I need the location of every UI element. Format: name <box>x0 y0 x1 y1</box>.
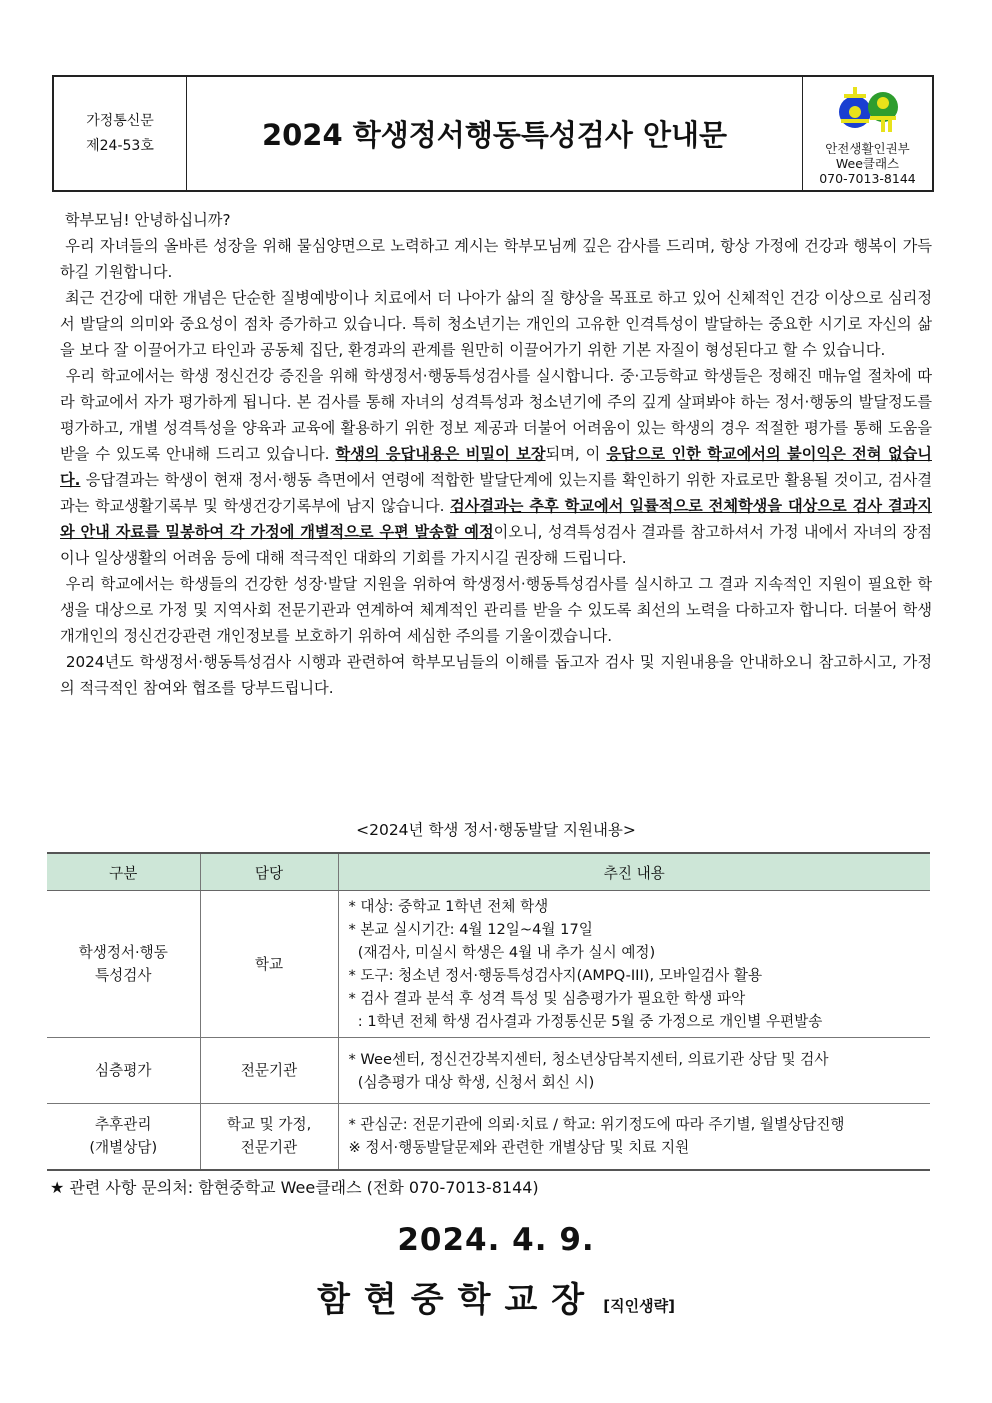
wee-class-label: Wee클래스 <box>835 156 900 171</box>
issue-date: 2024. 4. 9. <box>397 1222 595 1258</box>
paragraph-3-text-d: 이오니, 성격특성검사 결과를 참고하셔서 가정 내에서 자녀의 장점이나 일상생활의 어려움 등에 대해 적극적인 대화의 기회를 가지시길 권장해 드립니다. <box>60 523 932 567</box>
notice-number-cell <box>54 77 187 190</box>
department-cell <box>802 77 932 190</box>
paragraph-3 <box>60 363 932 571</box>
content-line: * 도구: 청소년 정서·행동특성검사지(AMPQ-III), 모바일검사 활용 <box>348 967 763 984</box>
content-line: * 검사 결과 분석 후 성격 특성 및 심층평가가 필요한 학생 파악 <box>348 990 746 1007</box>
no-disadvantage-notice: 응답으로 인한 학교에서의 불이익은 전혀 없습니다. <box>60 445 932 489</box>
paragraph-3-text-b: 되며, 이 <box>545 445 607 463</box>
paragraph-1 <box>60 233 932 285</box>
paragraph-4-text: 우리 학교에서는 학생들의 건강한 성장·발달 지원을 위하여 학생정서·행동특성검사를 실시하고 그 결과 지속적인 지원이 필요한 학생을 대상으로 가정 및 지역사회 전문기관과 연계하여 체계적인 관리를 받을 수 있도록 최선의 노력을 다하고자 합니다. 더불어 학생 개개인의 정신건강관련 개인정보를 보호하기 위하여 세심한 주의를 기울이겠습니다. <box>60 575 933 645</box>
header-box <box>52 75 934 192</box>
table-caption: <2024년 학생 정서·행동발달 지원내용> <box>356 821 636 839</box>
paragraph-5-text: 2024년도 학생정서·행동특성검사 시행과 관련하여 학부모님들의 이해를 돕고자 검사 및 지원내용을 안내하오니 참고하시고, 가정의 적극적인 참여와 협조를 당부드립니다. <box>60 653 933 697</box>
column-header-owner: 담당 <box>200 853 338 891</box>
category-line: (개별상담) <box>89 1139 158 1157</box>
table-header-row <box>47 853 930 891</box>
owner-cell <box>200 1104 338 1170</box>
table-row <box>47 1104 930 1170</box>
category-line: 학생정서·행동 <box>78 944 168 961</box>
principal-title: 함현중학교장 <box>317 1280 599 1320</box>
confidentiality-notice: 학생의 응답내용은 비밀이 보장 <box>335 445 546 463</box>
paragraph-2-text: 최근 건강에 대한 개념은 단순한 질병예방이나 치료에서 더 나아가 삶의 질 향상을 목표로 하고 있어 신체적인 건강 이상으로 심리정서 발달의 의미와 중요성이 점차 증가하고 있습니다. 특히 청소년기는 개인의 고유한 인격특성이 발달하는 중요한 시기로 자신의 삶을 보다 잘 이끌어가고 타인과 공동체 집단, 환경과의 관계를 원만히 이끌어가기 위한 기본 자질이 형성된다고 할 수 있습니다. <box>60 289 933 359</box>
document-title: 2024 학생정서행동특성검사 안내문 <box>261 118 728 152</box>
category-line: 심층평가 <box>95 1062 152 1079</box>
greeting-text: 학부모님! 안녕하십니까? <box>64 211 231 229</box>
category-line: 추후관리 <box>95 1116 152 1134</box>
content-line: * 본교 실시기간: 4월 12일~4월 17일 <box>348 921 593 938</box>
content-line: * Wee센터, 정신건강복지센터, 청소년상담복지센터, 의료기관 상담 및 검사 <box>348 1050 829 1068</box>
content-line: : 1학년 전체 학생 검사결과 가정통신문 5월 중 가정으로 개인별 우편발송 <box>348 1013 823 1030</box>
paragraph-2 <box>60 285 932 363</box>
school-logo-icon <box>828 85 908 135</box>
paragraph-3-text-a: 우리 학교에서는 학생 정신건강 증진을 위해 학생정서·행동특성검사를 실시합니다. 중·고등학교 학생들은 정해진 매뉴얼 절차에 따라 학교에서 자가 평가하게 됩니다. 본 검사를 통해 자녀의 성격특성과 청소년기에 주의 깊게 살펴봐야 하는 정서·행동의 발달정도를 평가하고, 개별 성격특성을 양육과 교육에 활용하기 위한 정보 제공과 더불어 어려움이 있는 학생의 경우 적절한 평가를 통해 도움을 받을 수 있도록 안내해 드리고 있습니다. <box>60 367 933 463</box>
owner-cell <box>200 1038 338 1104</box>
paragraph-5 <box>60 649 932 701</box>
paragraph-1-text: 우리 자녀들의 올바른 성장을 위해 물심양면으로 노력하고 계시는 학부모님께 깊은 감사를 드리며, 항상 가정에 건강과 행복이 가득하길 기원합니다. <box>60 237 933 281</box>
column-header-content: 추진 내용 <box>338 853 930 891</box>
department-name: 안전생활인권부 <box>825 141 910 156</box>
content-line: * 대상: 중학교 1학년 전체 학생 <box>348 898 549 915</box>
content-line: ※ 정서·행동발달문제와 관련한 개별상담 및 치료 지원 <box>348 1139 690 1157</box>
table-row <box>47 891 930 1038</box>
owner-cell <box>200 891 338 1038</box>
paragraph-4 <box>60 571 932 649</box>
mailing-notice: 검사결과는 추후 학교에서 일률적으로 전체학생을 대상으로 검사 결과지와 안내 자료를 밀봉하여 각 가정에 개별적으로 우편 발송할 예정 <box>60 497 932 541</box>
table-row <box>47 1038 930 1104</box>
notice-number: 제24-53호 <box>86 137 154 154</box>
contact-info: ★ 관련 사항 문의처: 함현중학교 Wee클래스 (전화 070-7013-8144) <box>50 1178 539 1197</box>
column-header-category: 구분 <box>47 853 200 891</box>
support-table <box>47 852 930 1171</box>
notice-type: 가정통신문 <box>86 112 154 129</box>
category-cell <box>47 1038 200 1104</box>
owner-line: 학교 및 가정, <box>226 1116 312 1134</box>
content-cell <box>338 1104 930 1170</box>
content-cell <box>338 1038 930 1104</box>
content-line: (재검사, 미실시 학생은 4월 내 추가 실시 예정) <box>348 944 656 961</box>
category-cell <box>47 1104 200 1170</box>
greeting <box>60 207 932 233</box>
content-line: * 관심군: 전문기관에 의뢰·치료 / 학교: 위기정도에 따라 주기별, 월별상담진행 <box>348 1116 845 1134</box>
content-cell <box>338 891 930 1038</box>
category-cell <box>47 891 200 1038</box>
letter-body <box>60 207 932 701</box>
owner-line: 학교 <box>254 955 284 973</box>
signature-block <box>0 1272 992 1321</box>
paragraph-3-text-c: 응답결과는 학생이 현재 정서·행동 측면에서 연령에 적합한 발달단계에 있는지를 확인하기 위한 자료로만 활용될 것이고, 검사결과는 학교생활기록부 및 학생건강기록부에 남지 않습니다. <box>60 471 932 515</box>
content-line: (심층평가 대상 학생, 신청서 회신 시) <box>348 1073 595 1091</box>
owner-line: 전문기관 <box>240 1139 298 1157</box>
seal-omitted-note: [직인생략] <box>603 1297 675 1315</box>
department-phone: 070-7013-8144 <box>819 171 916 186</box>
category-line: 특성검사 <box>95 967 152 984</box>
owner-line: 전문기관 <box>240 1062 298 1079</box>
